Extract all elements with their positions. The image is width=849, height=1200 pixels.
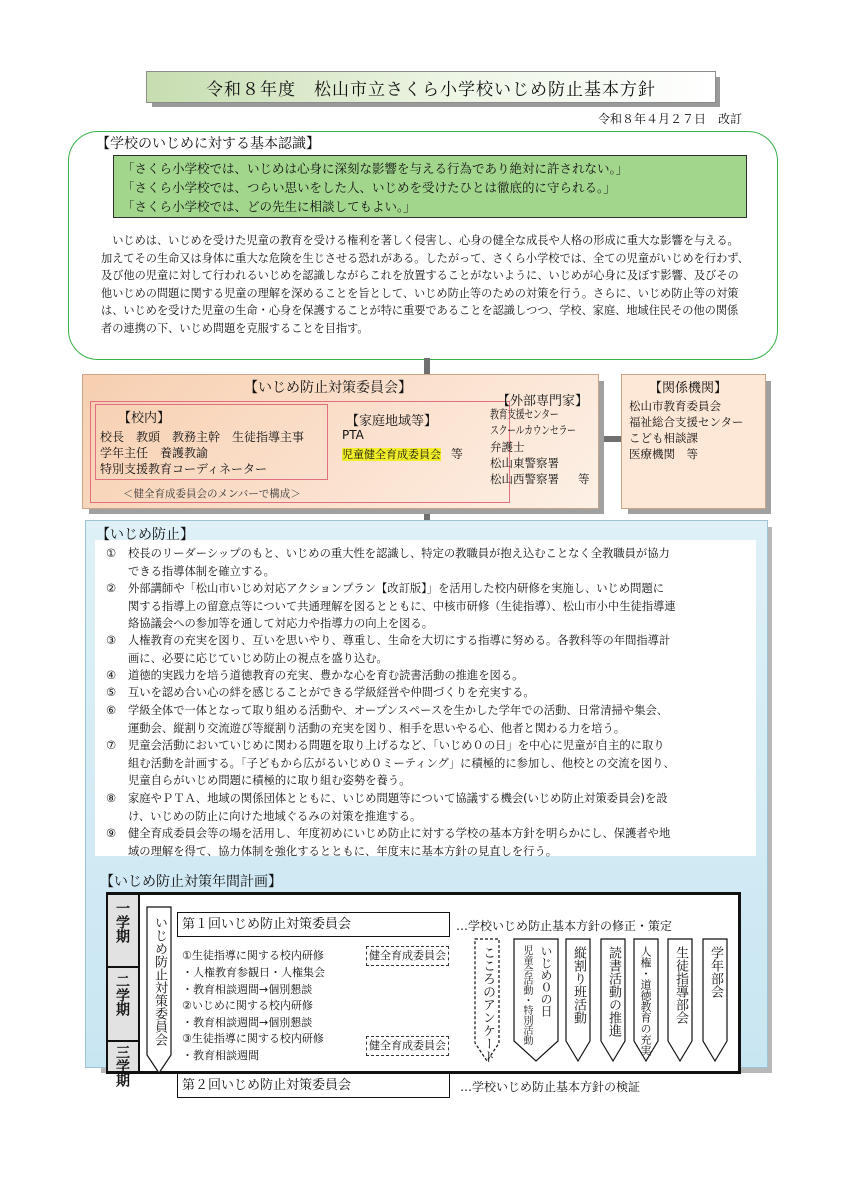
kounai-title: 【校内】 [118, 411, 171, 426]
slogan-line: 「さくら小学校では、つらい思いをした人、いじめを受けたひとは徹底的に守られる。」 [122, 180, 616, 195]
committee-note: ＜健全育成委員会のメンバーで構成＞ [123, 488, 301, 500]
activity-main: 生徒指導部会 [673, 946, 688, 1024]
schedule-line: ②いじめに関する校内研修 [182, 999, 313, 1012]
meeting-2: 第２回いじめ防止対策委員会 [177, 1073, 450, 1098]
revision-date: 令和８年４月２７日 改訂 [597, 112, 742, 126]
kokoro-label: こころのアンケート [480, 946, 495, 1063]
katei-title: 【家庭地域等】 [346, 414, 438, 429]
recognition-body: いじめは、いじめを受けた児童の教育を受ける権利を著しく侵害し、心身の健全な成長や人格の形成に重大な影響を与える。加えてその生命又は身体に重大な危険を生じさせる恐れがある。したがって、さくら小学校では、全ての児童がいじめを行わず、及び他の児童に対して行われるいじめを認識しながらこれを放置することがないように、いじめが心身に及ぼす影響、及びその他いじめの問題に関する児童の理解を深めることを旨として、いじめ防止等のための対策を行う。さらに、いじめ防止等の対策は、いじめを受けた児童の生命・心身を保護することが特に重要であることを認識しつつ、学校、家庭、地域住民その他の関係者の連携の下、いじめ問題を克服することを目指す。 [101, 234, 749, 335]
gaibu-item: 教育支援センター [490, 407, 559, 421]
schedule-line: ・教育相談週間→個別懇談 [182, 1016, 313, 1029]
kenzen-committee-tag: 健全育成委員会 [366, 1036, 449, 1056]
activity-sub: 児童会活動・特別活動 [521, 945, 532, 1045]
kankei-item: 医療機関 等 [629, 447, 698, 461]
highlighted-item: 児童健全育成委員会 [342, 448, 441, 461]
prevention-item: ④ 道徳的実践力を培う道徳教育の充実、豊かな心を育む読書活動の推進を図る。 [106, 669, 524, 682]
prevention-item: ② 外部講師や「松山市いじめ対応アクションプラン【改訂版】」を活用した校内研修を実施し、いじめ問題に 関する指導上の留意点等について共通理解を図るとともに、中核市研修（生徒指導）、松山市小中生徒指導連 絡協議会への参加等を通して対応力や指導力の向上を図る。 [106, 582, 676, 630]
kounai-line: 特別支援教育コーディネーター [100, 462, 268, 476]
katei-item [342, 445, 463, 462]
recognition-heading: 【学校のいじめに対する基本認識】 [96, 136, 320, 152]
kankei-item: 福祉総合支援センター [629, 415, 744, 429]
gaibu-item: 松山西警察署 [490, 472, 559, 486]
gaibu-title: 【外部専門家】 [497, 394, 589, 409]
prevention-item: ⑤ 互いを認め合い心の絆を感じることができる学級経営や仲間づくりを充実する。 [106, 686, 535, 699]
gaibu-item: 松山東警察署 [490, 456, 559, 470]
kankei-item: こども相談課 [629, 431, 698, 445]
activity-main: 人権・道徳教育の充実 [639, 946, 652, 1056]
schedule-line: ①生徒指導に関する校内研修 [182, 949, 324, 962]
katei-etc: 等 [450, 447, 463, 461]
prevention-item: ③ 人権教育の充実を図り、互いを思いやり、尊重し、生命を大切にする指導に努める。各教科等の年間指導計 画に、必要に応じていじめ防止の視点を盛り込む。 [106, 634, 671, 665]
prevention-item: ⑦ 児童会活動においていじめに関わる問題を取り上げるなど、「いじめ０の日」を中心に児童が自主的に取り 組む活動を計画する。「子どもから広がるいじめ０ミーティング」に積極的に参加し、他校との交流を図り、 児童自らがいじめ問題に積極的に取り組む姿勢を養う。 [106, 739, 675, 787]
slogan-line: 「さくら小学校では、どの先生に相談してもよい。」 [122, 199, 416, 214]
meeting-1: 第１回いじめ防止対策委員会 [177, 912, 450, 937]
prevention-item: ⑨ 健全育成委員会等の場を活用し、年度初めにいじめ防止に対する学校の基本方針を明らかにし、保護者や地 域の理解を得て、協力体制を強化するとともに、年度末に基本方針の見直しを行う。 [106, 827, 671, 858]
term-label-2: 二学期 [114, 974, 130, 1016]
slogan-box [113, 155, 747, 218]
slogan-line: 「さくら小学校では、いじめは心身に深刻な影響を与える行為であり絶対に許されない。」 [122, 161, 629, 176]
page-title: 令和８年度 松山市立さくら小学校いじめ防止基本方針 [146, 71, 716, 103]
kankei-item: 松山市教育委員会 [629, 399, 721, 413]
term-divider [108, 1040, 140, 1042]
gaibu-item: 等 [578, 472, 590, 486]
schedule-line: ・教育相談週間 [182, 1049, 259, 1062]
prevention-heading: 【いじめ防止】 [96, 527, 194, 543]
plan-heading: 【いじめ防止対策年間計画】 [100, 874, 282, 890]
schedule-line: ・人権教育参観日・人権集会 [182, 966, 325, 979]
schedule-line: ③生徒指導に関する校内研修 [182, 1032, 324, 1045]
committee-title: 【いじめ防止対策委員会】 [244, 380, 412, 396]
kounai-line: 校長 教頭 教務主幹 生徒指導主事 [100, 430, 305, 444]
committee-arrow-label: いじめ防止対策委員会 [152, 916, 167, 1046]
activity-main: 縦割り班活動 [571, 946, 586, 1024]
activity-main: いじめ０の日 [539, 945, 553, 1017]
prevention-item: ⑥ 学級全体で一体となって取り組める活動や、オープンスペースを生かした学年での活動、日常清掃や集会、 運動会、縦割り交流遊び等縦割り活動の充実を図り、相手を思いやる心、他者と関わる力を培う。 [106, 704, 669, 735]
schedule-line: ・教育相談週間→個別懇談 [182, 983, 313, 996]
term-label-3: 三学期 [114, 1045, 130, 1087]
gaibu-item: 弁護士 [490, 440, 525, 454]
gaibu-item: スクールカウンセラー [490, 423, 576, 437]
meeting-1-note: …学校いじめ防止基本方針の修正・策定 [456, 919, 673, 933]
katei-item: PTA [342, 428, 364, 442]
connector-line [424, 358, 430, 374]
prevention-item: ① 校長のリーダーシップのもと、いじめの重大性を認識し、特定の教職員が抱え込むことなく全教職員が協力 できる指導体制を確立する。 [106, 547, 670, 578]
activity-main: 学年部会 [708, 946, 723, 998]
activity-main: 読書活動の推進 [606, 946, 621, 1037]
kounai-line: 学年主任 養護教諭 [100, 446, 209, 460]
term-label-1: 一学期 [114, 901, 130, 943]
meeting-2-note: …学校いじめ防止基本方針の検証 [460, 1080, 641, 1094]
kankei-title: 【関係機関】 [649, 381, 728, 396]
kenzen-committee-tag: 健全育成委員会 [366, 946, 449, 966]
prevention-item: ⑧ 家庭やＰＴＡ、地域の関係団体とともに、いじめ問題等について協議する機会(いじめ防止対策委員会)を設 け、いじめの防止に向けた地域ぐるみの対策を推進する。 [106, 792, 668, 823]
